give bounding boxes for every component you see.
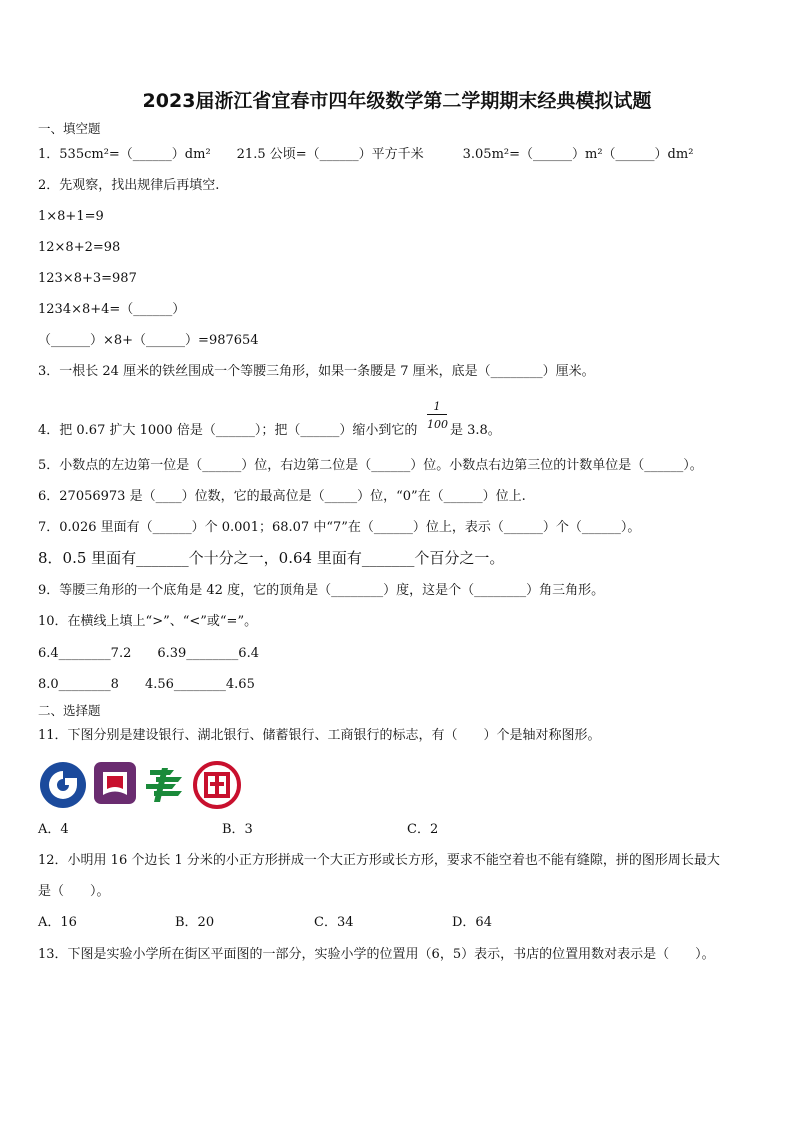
question-8: 8．0.5 里面有_______个十分之一，0.64 里面有_______个百分之一。 (38, 549, 505, 567)
question-7: 7．0.026 里面有（______）个 0.001；68.07 中“7”在（______）位上，表示（______）个（______）。 (38, 520, 641, 535)
q11-option-c: C．2 (407, 822, 439, 837)
question-2-line-3: 123×8+3=987 (38, 271, 137, 286)
ccb-logo (38, 760, 88, 810)
q12-option-c: C．34 (314, 915, 354, 930)
page-title: 2023届浙江省宜春市四年级数学第二学期期末经典模拟试题 (142, 90, 652, 112)
question-10-line-2: 8.0________8 4.56________4.65 (38, 677, 255, 692)
question-13: 13．下图是实验小学所在街区平面图的一部分，实验小学的位置用（6，5）表示，书店的位置用数对表示是（ ）。 (38, 947, 715, 962)
q11-option-b: B．3 (222, 822, 253, 837)
question-12-line-1: 12．小明用 16 个边长 1 分米的小正方形拼成一个大正方形或长方形，要求不能空着也不能有缝隙，拼的图形周长最大 (38, 853, 720, 868)
question-2-line-2: 12×8+2=98 (38, 240, 121, 255)
question-5: 5．小数点的左边第一位是（______）位，右边第二位是（______）位。小数点右边第三位的计数单位是（______）。 (38, 458, 703, 473)
fraction-denominator: 100 (427, 418, 448, 431)
icbc-logo (192, 760, 242, 810)
question-4-part-a: 4．把 0.67 扩大 1000 倍是（______）；把（______）缩小到它的 (38, 423, 418, 438)
fraction-numerator: 1 (427, 400, 447, 415)
question-10: 10．在横线上填上“>”、“<”或“=”。 (38, 614, 258, 629)
q12-option-a: A．16 (38, 915, 77, 930)
question-2-line-5: （______）×8+（______）=987654 (38, 333, 259, 348)
question-3: 3．一根长 24 厘米的铁丝围成一个等腰三角形，如果一条腰是 7 厘米，底是（________）厘米。 (38, 364, 595, 379)
question-11: 11．下图分别是建设银行、湖北银行、储蓄银行、工商银行的标志，有（ ）个是轴对称图形。 (38, 728, 601, 743)
question-2-line-4: 1234×8+4=（______） (38, 302, 186, 317)
question-2: 2．先观察，找出规律后再填空. (38, 178, 220, 193)
postal-savings-logo (142, 760, 190, 808)
section-heading-fill-in: 一、填空题 (38, 121, 101, 136)
q12-option-b: B．20 (175, 915, 215, 930)
question-9: 9．等腰三角形的一个底角是 42 度，它的顶角是（________）度，这是个（________）角三角形。 (38, 583, 605, 598)
question-6: 6．27056973 是（____）位数，它的最高位是（_____）位，“0”在（______）位上. (38, 489, 526, 504)
fraction-one-hundredth (427, 400, 447, 431)
question-10-line-1: 6.4________7.2 6.39________6.4 (38, 646, 259, 661)
section-heading-choice: 二、选择题 (38, 703, 101, 718)
question-2-line-1: 1×8+1=9 (38, 209, 104, 224)
q11-option-a: A．4 (38, 822, 69, 837)
hubei-bank-logo (92, 760, 138, 806)
question-12-line-2: 是（ ）。 (38, 884, 110, 899)
question-1: 1．535cm²=（______）dm² 21.5 公顷=（______）平方千米 3.05m²=（______）m²（______）dm² (38, 147, 694, 162)
question-4-part-b: 是 3.8。 (450, 423, 501, 438)
q12-option-d: D．64 (452, 915, 492, 930)
